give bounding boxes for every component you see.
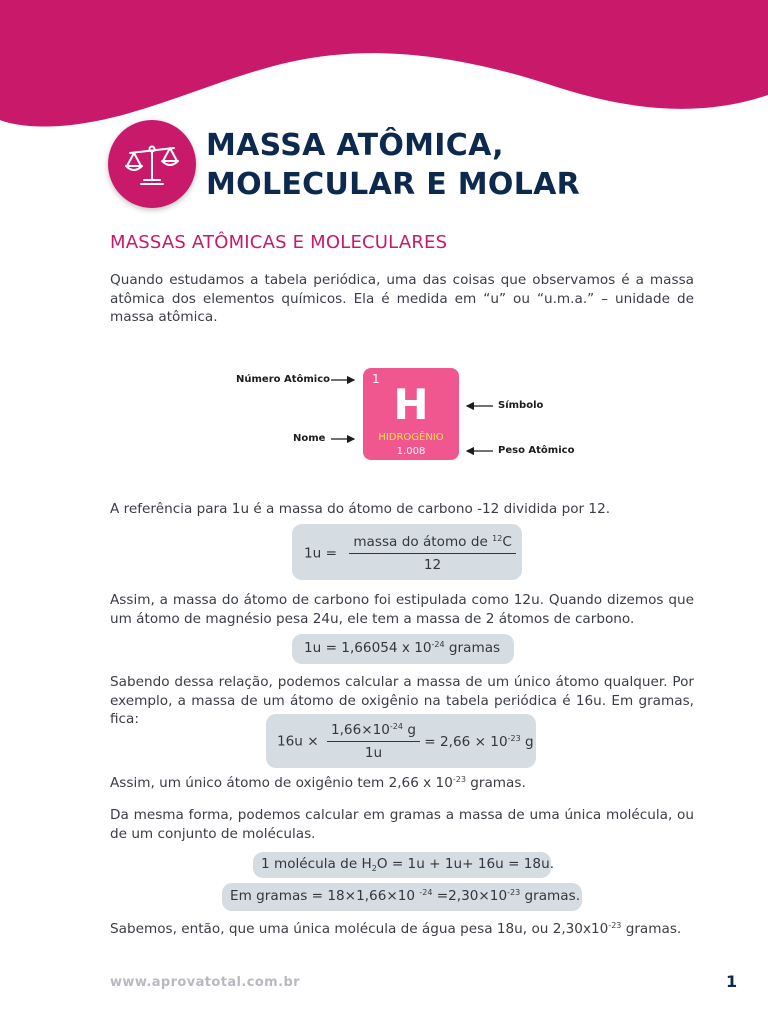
header-wave-banner (0, 0, 768, 140)
label-symbol: Símbolo (498, 400, 544, 411)
formula5-mid: =2,30×10 (432, 888, 508, 904)
topic-badge (108, 120, 196, 208)
paragraph-intro: Quando estudamos a tabela periódica, uma das coisas que observamos é a massa atômica dos elementos químicos. Ela é medida em “u” ou “u.m.a.” – unidade de massa atômica. (110, 272, 694, 325)
formula4-sub: 2 (371, 864, 377, 873)
p7-text: Sabemos, então, que uma única molécula de água pesa 18u, ou 2,30x10 (110, 921, 609, 937)
formula1-carbon: C (502, 534, 512, 550)
formula5-sup1: -24 (419, 888, 433, 897)
formula1-denominator: 12 (423, 557, 442, 573)
element-card-diagram (230, 362, 590, 466)
paragraph-conclusion (110, 920, 694, 939)
formula2-text: 1u = 1,66054 x 10 (304, 640, 432, 656)
element-symbol: H (393, 380, 429, 429)
p7-sup: -23 (608, 921, 622, 930)
paragraph-carbon-12u: Assim, a massa do átomo de carbono foi estipulada como 12u. Quando dizemos que um átomo de magnésio pesa 24u, ele tem a massa de 2 átomos de carbono. (110, 592, 694, 627)
formula3-num-sup: -24 (389, 722, 403, 731)
element-weight: 1.008 (396, 446, 426, 457)
title-line-1: MASSA ATÔMICA, (206, 128, 504, 163)
formula2-sup: -24 (431, 640, 445, 649)
formula5-text: Em gramas = 18×1,66×10 (230, 888, 420, 904)
label-atomic-number: Número Atômico (236, 374, 331, 385)
page-title (206, 126, 580, 204)
p7-unit: gramas. (621, 921, 682, 937)
formula-unit-grams (292, 634, 514, 664)
hydrogen-element-card (363, 368, 459, 460)
title-line-2: MOLECULAR E MOLAR (206, 167, 581, 202)
formula4-rest: O = 1u + 1u+ 16u = 18u. (376, 856, 555, 872)
formula-unit-definition (292, 524, 522, 580)
paragraph-calc-relation: Sabendo dessa relação, podemos calcular a massa de um único átomo qualquer. Por exemplo, a massa de um átomo de oxigênio na tabela periódica é 16u. Em gramas, fica: (110, 674, 694, 727)
p5-unit: gramas. (465, 775, 526, 791)
formula1-left: 1u = (304, 545, 337, 562)
paragraph-reference: A referência para 1u é a massa do átomo de carbono -12 dividida por 12. (110, 501, 611, 517)
paragraph-molecule: Da mesma forma, podemos calcular em gramas a massa de uma única molécula, ou de um conjunto de moléculas. (110, 807, 694, 842)
scales-icon (108, 120, 196, 208)
formula-water-molecule (253, 852, 555, 878)
formula3-numerator: 1,66×10 (330, 722, 390, 738)
formula3-right: = 2,66 × 10 (424, 733, 508, 750)
formula3-right-sup: -23 (507, 733, 521, 743)
formula1-numerator: massa do átomo de (353, 534, 493, 550)
atomic-number: 1 (372, 372, 380, 386)
formula3-left: 16u × (277, 733, 319, 750)
formula-oxygen-grams (266, 714, 536, 768)
formula5-sup2: -23 (507, 888, 521, 897)
footer-website-link[interactable]: www.aprovatotal.com.br (110, 975, 300, 990)
p5-sup: -23 (452, 775, 466, 784)
formula1-sup: 12 (492, 534, 503, 543)
formula-water-grams (222, 883, 582, 911)
formula3-denominator: 1u (364, 745, 383, 761)
label-name: Nome (293, 433, 326, 444)
formula2-unit: gramas (444, 640, 501, 656)
formula5-end: gramas. (520, 888, 581, 904)
element-name: HIDROGÊNIO (378, 432, 444, 443)
formula3-num-unit: g (403, 722, 416, 738)
section-heading: MASSAS ATÔMICAS E MOLECULARES (110, 232, 448, 253)
page-number: 1 (726, 972, 738, 991)
formula4-text: 1 molécula de H (261, 856, 372, 872)
formula3-right-unit: g (520, 733, 534, 750)
p5-text: Assim, um único átomo de oxigênio tem 2,66 x 10 (110, 775, 453, 791)
paragraph-oxygen-result (110, 774, 694, 793)
label-atomic-weight: Peso Atômico (498, 445, 575, 456)
